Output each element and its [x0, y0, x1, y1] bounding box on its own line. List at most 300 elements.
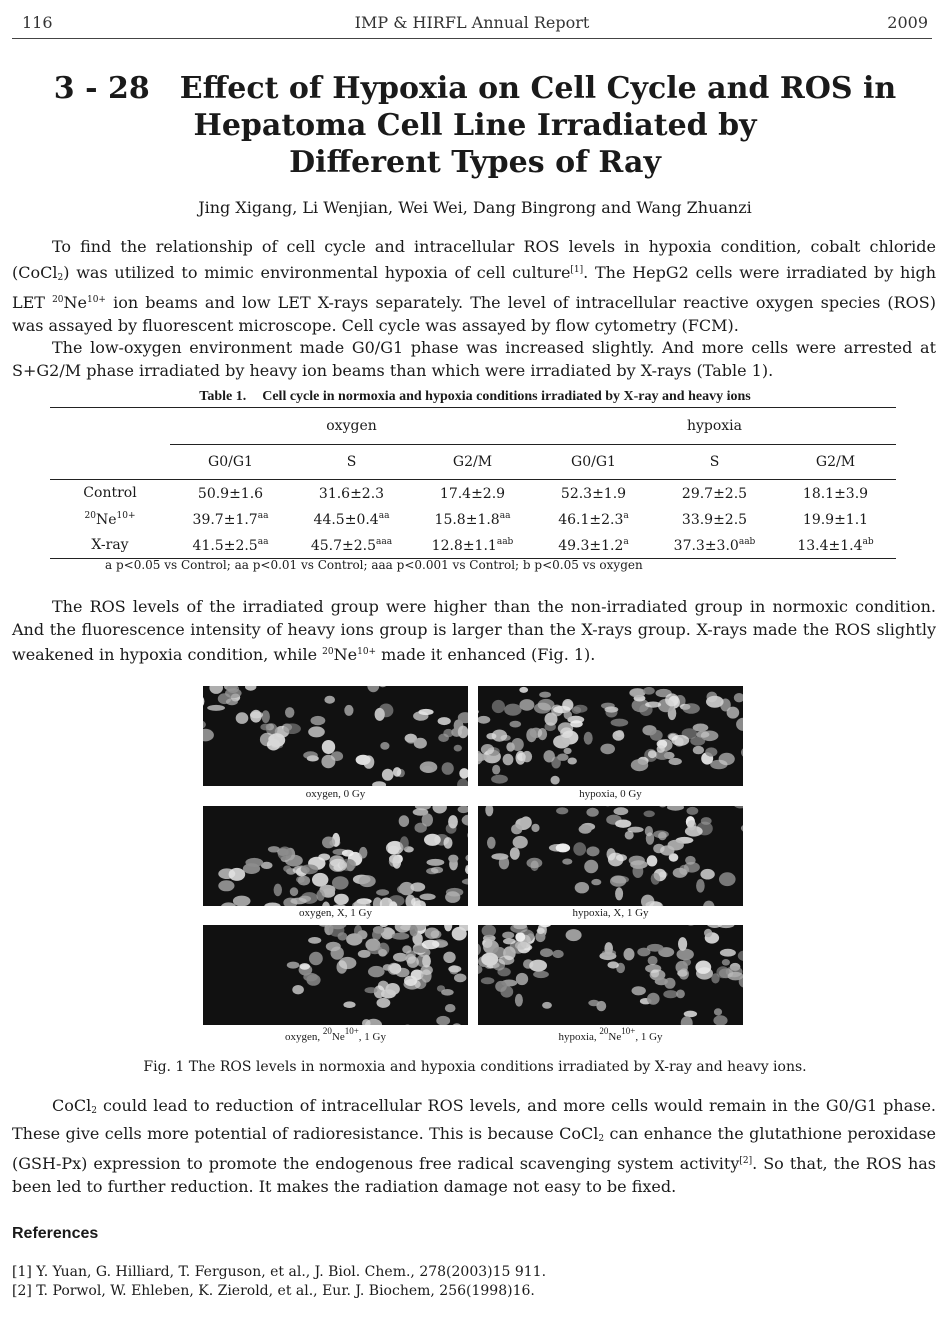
cell-blob [236, 712, 249, 724]
cell-blob [203, 720, 206, 730]
cell-value: 50.9±1.6 [197, 485, 264, 502]
cell-blob [568, 758, 577, 765]
cell-blob [378, 949, 387, 957]
cell-blob [600, 744, 615, 755]
cell-blob [233, 896, 251, 906]
intro-paragraph [12, 236, 936, 337]
table-cell [170, 480, 291, 507]
ne-charge: 10+ [621, 1026, 636, 1036]
cell-blob [510, 847, 520, 860]
cell-blob [268, 733, 285, 747]
panel-label-text: hypoxia, 0 Gy [579, 788, 642, 800]
cell-blob [629, 856, 645, 866]
cell-blob [425, 928, 440, 939]
cell-blob [573, 842, 586, 855]
cell-blob [436, 1016, 450, 1025]
cell-blob [403, 1025, 412, 1026]
cocl-sub: 2 [91, 1106, 97, 1116]
cell-blob [506, 742, 515, 751]
table-row [50, 480, 896, 507]
cell-blob [410, 925, 418, 936]
cell-blob [331, 751, 343, 761]
cell-blob [207, 705, 225, 711]
panel-label [478, 1026, 743, 1043]
cell-blob [322, 837, 335, 849]
cell-value: 45.7±2.5 [310, 537, 377, 554]
cell-blob [306, 974, 320, 986]
phase-header: G2/M [775, 445, 896, 480]
cell-blob [556, 807, 568, 814]
table-cell [533, 480, 654, 507]
cell-blob [395, 925, 411, 933]
table-row [50, 532, 896, 559]
cell-blob [418, 709, 433, 715]
cell-blob [733, 806, 743, 808]
cell-blob [458, 806, 468, 813]
panel-label-text: hypoxia, X, 1 Gy [572, 907, 649, 919]
ne-mass: 20 [599, 1026, 609, 1036]
cell-blob [658, 832, 667, 841]
cell-blob [668, 840, 684, 851]
cell-blob [421, 965, 433, 975]
cell-blob [644, 811, 655, 818]
cell-blob [311, 716, 326, 725]
cell-blob [629, 688, 645, 697]
cell-blob [397, 885, 407, 893]
figure-caption: Fig. 1 The ROS levels in normoxia and hypoxia conditions irradiated by X-ray and heavy ions. [143, 1059, 807, 1075]
cell-blob [459, 768, 468, 779]
cell-value: 15.8±1.8 [434, 511, 500, 528]
cell-blob [719, 872, 736, 886]
cell-blob [596, 1001, 606, 1011]
cell-blob [714, 1008, 722, 1015]
cell-blob [377, 998, 391, 1008]
cell-blob [673, 868, 687, 878]
cell-blob [481, 744, 494, 755]
cell-blob [462, 878, 468, 884]
running-header [12, 10, 932, 39]
cell-blob [515, 994, 523, 1007]
cell-blob [687, 820, 696, 830]
phase-header: G0/G1 [170, 445, 291, 480]
cell-blob [393, 953, 407, 962]
cell-blob [632, 986, 646, 995]
cell-blob [478, 716, 490, 724]
cell-blob [503, 938, 516, 944]
cell-blob [633, 865, 644, 878]
cell-blob [342, 850, 354, 857]
cell-value: 12.8±1.1 [431, 537, 497, 554]
cell-blob [499, 956, 515, 965]
cell-blob [665, 693, 679, 706]
cell-blob [365, 987, 378, 993]
intro-text-2: ) was utilized to mimic environmental hypoxia of cell culture [63, 262, 571, 282]
table-cell [170, 532, 291, 559]
cell-blob [586, 808, 598, 817]
cell-sig: aab [738, 536, 756, 547]
cell-blob [720, 949, 736, 957]
cell-blob [444, 925, 452, 931]
table-label: Table 1. [199, 389, 247, 404]
cell-blob [523, 959, 533, 969]
table-cell [654, 480, 775, 507]
cell-blob [647, 855, 658, 866]
cell-blob [245, 686, 256, 691]
cell-blob [422, 766, 433, 773]
table-group-header [50, 408, 896, 445]
cell-blob [448, 966, 461, 973]
intro-section [12, 236, 936, 382]
ne-symbol: Ne [331, 1031, 345, 1043]
table-cell [412, 506, 533, 532]
cell-value: 39.7±1.7 [192, 511, 258, 528]
row-label: X-ray [50, 532, 170, 559]
micrograph-image [203, 686, 468, 786]
reference-item: [1] Y. Yuan, G. Hilliard, T. Ferguson, et al., J. Biol. Chem., 278(2003)15 911. [12, 1264, 547, 1280]
cell-blob [260, 724, 270, 731]
ne-charge: 10+ [86, 295, 106, 305]
cell-blob [393, 767, 401, 777]
table-cell [170, 506, 291, 532]
cell-blob [584, 860, 598, 873]
cell-blob [218, 880, 234, 891]
cell-blob [556, 843, 570, 852]
cell-blob [658, 806, 667, 807]
page-number: 116 [22, 13, 53, 32]
cell-blob [544, 750, 555, 762]
cell-blob [375, 708, 385, 721]
cell-value: 44.5±0.4 [313, 511, 379, 528]
cell-blob [511, 824, 522, 834]
cell-blob [738, 951, 743, 962]
micrograph-image [478, 806, 743, 906]
row-label-text: Ne [95, 511, 117, 528]
citation-1[interactable]: [1] [570, 264, 584, 275]
cell-blob [519, 687, 528, 693]
cell-blob [438, 717, 451, 725]
table-row [50, 506, 896, 532]
cell-blob [531, 824, 539, 832]
cell-blob [655, 978, 668, 985]
cell-blob [402, 945, 411, 953]
panel-dose: , 1 Gy [358, 1031, 386, 1043]
cell-value: 19.9±1.1 [802, 511, 869, 528]
cell-blob [608, 961, 619, 968]
cell-blob [356, 755, 371, 765]
cell-blob [303, 751, 318, 759]
cell-blob [316, 890, 324, 901]
cell-sig: aa [499, 510, 511, 521]
title-line-3: Different Types of Ray [289, 145, 661, 180]
cell-blob [624, 948, 635, 960]
cell-value: 52.3±1.9 [560, 485, 627, 502]
cell-blob [485, 806, 493, 816]
row-label: Control [83, 485, 137, 501]
cell-blob [380, 742, 389, 750]
author-list: Jing Xigang, Li Wenjian, Wei Wei, Dang Bingrong and Wang Zhuanzi [198, 198, 752, 217]
phase-header: S [291, 445, 412, 480]
cell-blob [283, 723, 301, 734]
cell-sig: aa [257, 536, 269, 547]
cell-blob [454, 974, 466, 983]
cell-blob [695, 961, 711, 974]
cell-blob [705, 747, 717, 756]
cell-blob [684, 1011, 697, 1018]
cell-blob [367, 686, 379, 692]
cell-blob [441, 989, 454, 996]
panel-label-text: hypoxia, [558, 1031, 600, 1043]
cell-blob [290, 887, 298, 896]
cell-blob [645, 964, 661, 973]
cell-blob [492, 730, 507, 742]
cell-blob [519, 699, 534, 711]
cell-blob [564, 748, 572, 754]
cell-blob [627, 827, 643, 833]
cell-blob [329, 859, 347, 872]
phase-header: G0/G1 [533, 445, 654, 480]
phase-header: G2/M [412, 445, 533, 480]
row-label [50, 506, 170, 532]
cell-blob [683, 959, 691, 966]
cell-value: 17.4±2.9 [439, 485, 506, 502]
cell-sig: ab [862, 536, 874, 547]
panel-label-text: oxygen, X, 1 Gy [298, 907, 373, 919]
micrograph-panel [203, 925, 468, 1025]
table-cell [412, 532, 533, 559]
cell-blob [560, 727, 573, 738]
micrograph-panel [478, 806, 743, 906]
cell-sig: aa [378, 510, 390, 521]
cell-blob [608, 853, 624, 867]
cell-blob [615, 820, 631, 828]
cell-value: 29.7±2.5 [681, 485, 748, 502]
cell-blob [741, 746, 743, 758]
cell-blob [651, 873, 660, 885]
cell-blob [331, 904, 348, 906]
reference-item: [2] T. Porwol, W. Ehleben, K. Zierold, et al., Eur. J. Biochem, 256(1998)16. [12, 1283, 535, 1299]
cell-blob [734, 693, 743, 702]
cell-blob [566, 929, 582, 941]
cell-blob [407, 956, 419, 968]
cell-blob [540, 948, 553, 957]
cell-blob [614, 807, 629, 815]
cell-blob [322, 902, 330, 907]
citation-2[interactable]: [2] [739, 1156, 753, 1166]
micrograph-image [478, 686, 743, 786]
cell-blob [433, 806, 447, 814]
cell-value: 18.1±3.9 [802, 485, 869, 502]
cell-blob [420, 894, 436, 901]
cell-blob [716, 966, 729, 978]
group-hypoxia: hypoxia [533, 408, 896, 445]
journal-name: IMP & HIRFL Annual Report [354, 13, 590, 32]
cell-blob [448, 815, 458, 828]
table-cell [291, 532, 412, 559]
cell-blob [579, 825, 592, 834]
cell-blob [539, 692, 551, 698]
table-cell [775, 532, 896, 559]
cell-blob [693, 746, 704, 754]
cell-blob [537, 928, 545, 934]
table-cell [654, 506, 775, 532]
panel-label [478, 907, 743, 919]
cell-blob [308, 726, 325, 737]
cell-blob [445, 1004, 456, 1012]
cell-blob [643, 687, 655, 695]
cell-value: 33.9±2.5 [681, 511, 748, 528]
ros-text-1: The ROS levels of the irradiated group were higher than the non-irradiated group in normoxic condition. And the fluorescence intensity of heavy ions group is larger than the X-rays group. X-rays made the ROS slightly weakened in hypoxia condition, while [12, 597, 936, 664]
cell-value: 46.1±2.3 [558, 511, 624, 528]
cell-cycle-table [50, 407, 896, 559]
panel-label-text: oxygen, 0 Gy [305, 788, 366, 800]
title-line-2: Hepatoma Cell Line Irradiated by [193, 108, 757, 143]
cell-value: 31.6±2.3 [318, 485, 385, 502]
cell-sig: aab [496, 536, 514, 547]
cell-blob [283, 865, 291, 872]
cell-blob [478, 709, 479, 715]
cell-blob [669, 758, 682, 765]
cell-blob [444, 837, 453, 849]
micrograph-image [203, 806, 468, 906]
cell-blob [308, 937, 321, 944]
cell-blob [564, 711, 572, 720]
intro-text-3: . The HepG2 cells were irradiated by high LET [12, 262, 937, 312]
cell-blob [611, 719, 629, 727]
cell-blob [504, 704, 521, 716]
cell-blob [683, 703, 700, 714]
micrograph-panel [203, 806, 468, 906]
cell-blob [719, 753, 735, 765]
cell-blob [667, 806, 684, 811]
cell-blob [301, 864, 319, 874]
cell-blob [431, 867, 443, 874]
ne-symbol: Ne [608, 1031, 622, 1043]
conclusion-text-3: can enhance the glutathione peroxidase (GSH-Px) expression to promote the endogenous free radical scavenging system activity [12, 1123, 937, 1173]
cell-blob [467, 831, 468, 840]
table-caption [0, 389, 950, 405]
panel-label [203, 788, 468, 800]
cell-blob [229, 868, 246, 881]
micrograph-panel [203, 686, 468, 786]
conclusion-section [12, 1095, 936, 1198]
cell-blob [454, 745, 462, 752]
cell-blob [388, 963, 401, 975]
cell-value: 37.3±3.0 [673, 537, 739, 554]
cell-blob [481, 953, 498, 966]
cell-blob [491, 775, 508, 784]
cell-blob [696, 879, 705, 893]
cell-blob [701, 817, 712, 825]
cell-blob [465, 853, 468, 862]
cell-blob [478, 943, 481, 956]
cell-blob [373, 926, 384, 934]
ros-section [12, 596, 936, 667]
cell-blob [405, 895, 415, 906]
cell-blob [318, 854, 330, 861]
cell-blob [299, 963, 310, 970]
intro-sub: 2 [57, 272, 64, 283]
cell-blob [587, 846, 600, 856]
references-heading: References [12, 1225, 99, 1242]
cell-blob [392, 933, 410, 940]
cell-blob [520, 816, 532, 828]
cell-blob [203, 729, 214, 742]
cell-blob [648, 956, 658, 965]
table-cell [775, 506, 896, 532]
cell-blob [442, 762, 454, 775]
cell-blob [663, 990, 678, 998]
cell-blob [427, 859, 445, 866]
cell-blob [458, 726, 468, 739]
cocl-sub: 2 [598, 1133, 605, 1144]
cell-blob [225, 688, 242, 698]
cell-blob [500, 986, 513, 998]
conclusion-text-1: CoCl [52, 1096, 92, 1115]
cell-blob [245, 858, 263, 867]
cell-blob [516, 973, 528, 985]
phase-header: S [654, 445, 775, 480]
cell-blob [653, 844, 664, 853]
cell-blob [209, 686, 223, 694]
cell-blob [527, 858, 543, 868]
cell-blob [292, 985, 304, 994]
intro-text-1: To find the relationship of cell cycle and intracellular ROS levels in hypoxia condition, cobalt chloride (CoCl [12, 237, 936, 282]
cell-blob [522, 751, 532, 762]
ne-mass: 20 [52, 295, 64, 305]
cell-blob [510, 721, 522, 728]
cell-sig: a [623, 536, 629, 547]
article-number: 3 - 28 [53, 71, 150, 106]
cell-blob [382, 769, 394, 781]
cell-blob [448, 855, 458, 863]
ne-charge: 10+ [357, 647, 377, 657]
table-cell [654, 532, 775, 559]
cell-sig: aa [257, 510, 269, 521]
cell-blob [613, 731, 625, 741]
cell-blob [482, 925, 496, 937]
cell-blob [344, 705, 353, 716]
cell-blob [309, 952, 323, 965]
cell-blob [562, 859, 572, 865]
cell-blob [591, 879, 601, 885]
ne-mass: 20 [322, 647, 334, 657]
cell-blob [250, 711, 263, 718]
cell-blob [704, 929, 712, 938]
table-cell [533, 532, 654, 559]
cell-blob [346, 933, 362, 945]
ne-charge: 10+ [344, 1026, 359, 1036]
cell-blob [700, 869, 714, 880]
cell-blob [343, 1001, 355, 1008]
cell-blob [657, 745, 665, 753]
cell-blob [262, 710, 270, 723]
panel-label-text: oxygen, [285, 1031, 323, 1043]
cell-blob [443, 729, 453, 737]
cell-blob [424, 834, 441, 846]
cell-blob [645, 702, 661, 708]
cell-blob [274, 884, 282, 897]
cell-blob [637, 948, 650, 957]
panel-label [203, 1026, 468, 1043]
cell-blob [372, 781, 386, 786]
cell-blob [515, 932, 525, 942]
cell-blob [499, 856, 509, 869]
cell-blob [359, 875, 376, 887]
cell-blob [312, 873, 328, 887]
title-line-1: Effect of Hypoxia on Cell Cycle and ROS in [179, 71, 897, 106]
cell-blob [736, 718, 743, 731]
micrograph-panel [478, 686, 743, 786]
